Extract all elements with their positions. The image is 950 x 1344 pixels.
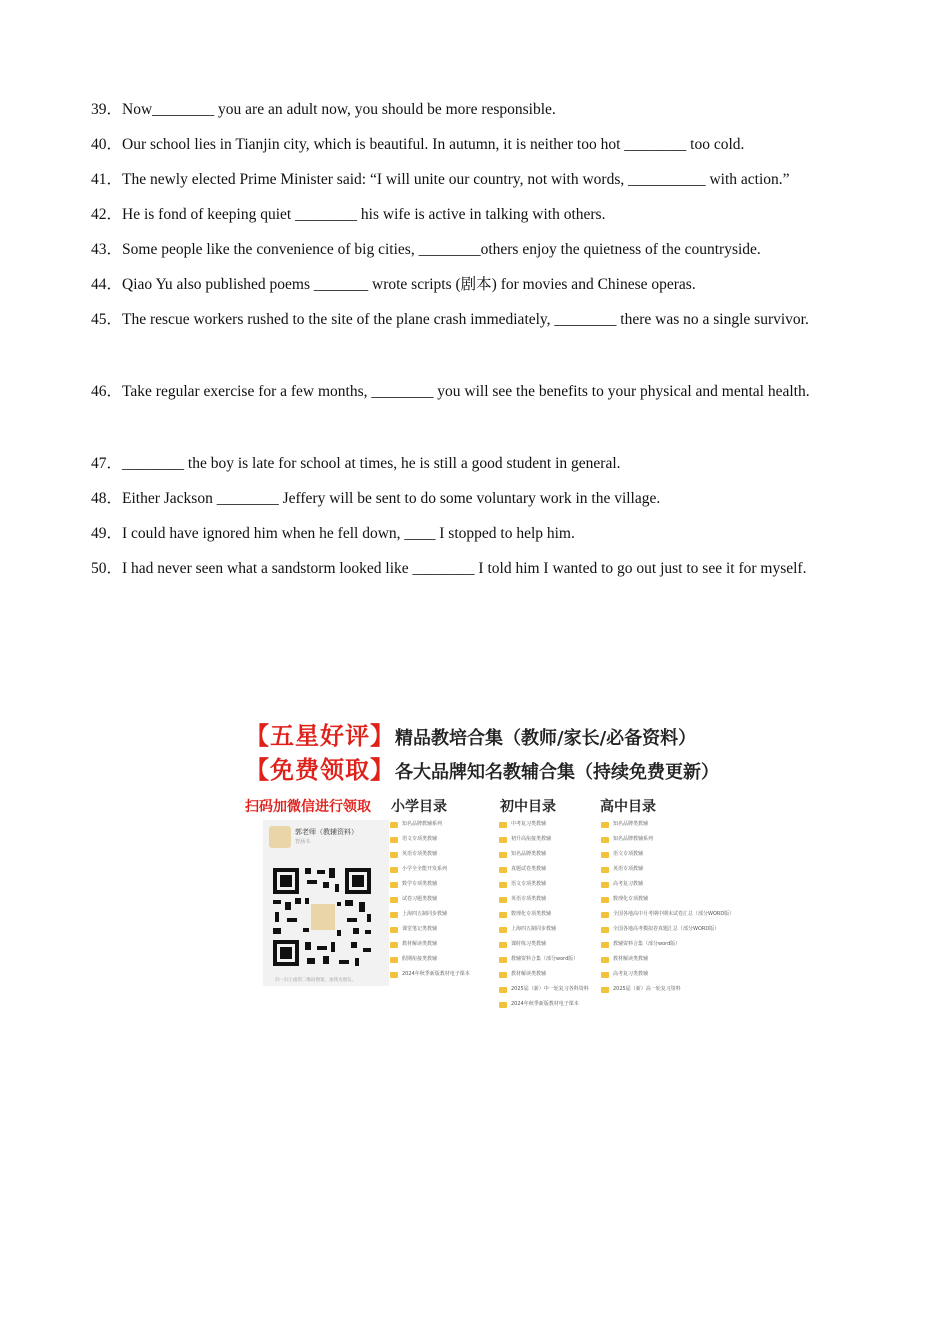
- primary-catalog-item-label: 英语专项类教辅: [402, 851, 438, 857]
- folder-icon: [390, 867, 398, 873]
- folder-icon: [499, 927, 507, 933]
- folder-icon: [390, 942, 398, 948]
- promo-banner: [245, 716, 735, 1007]
- folder-icon: [499, 912, 507, 918]
- high-catalog-item-label: 全国各地高考模拟卷真题汇总（部分WORD版）: [613, 926, 720, 932]
- high-catalog-item-label: 高考复习类教辅: [613, 971, 649, 977]
- question-number: 48．: [91, 490, 123, 507]
- avatar: [269, 826, 291, 848]
- high-catalog-item-label: 教材解读类教辅: [613, 956, 649, 962]
- wechat-contact-sub: 智涵书: [295, 839, 311, 845]
- middle-catalog-heading: 初中目录: [500, 799, 556, 815]
- primary-catalog-item-label: 小学全全能开发系列: [402, 866, 448, 872]
- folder-icon: [390, 927, 398, 933]
- promo-line-2-text: 各大品牌知名教辅合集（持续免费更新）: [395, 762, 719, 783]
- folder-icon: [601, 972, 609, 978]
- qr-code[interactable]: [267, 862, 377, 972]
- question-item: [91, 445, 851, 482]
- question-number: 45．: [91, 311, 123, 328]
- folder-icon: [390, 897, 398, 903]
- primary-catalog-item-label: 2024年秋季新版教材电子课本: [402, 971, 470, 977]
- question-text: I had never seen what a sandstorm looked like ________ I told him I wanted to go out just to see it for myself.: [122, 560, 807, 577]
- middle-catalog-item-label: 教材解读类教辅: [511, 971, 547, 977]
- question-text: I could have ignored him when he fell down, ____ I stopped to help him.: [122, 525, 575, 542]
- folder-icon: [601, 837, 609, 843]
- question-item: [91, 515, 851, 552]
- folder-icon: [601, 852, 609, 858]
- primary-catalog-item-label: 上海四五制同步教辅: [402, 911, 448, 917]
- folder-icon: [390, 852, 398, 858]
- folder-icon: [390, 957, 398, 963]
- high-catalog-heading: 高中目录: [600, 799, 656, 815]
- wechat-contact-name: 郭老师（教辅资料）: [295, 828, 358, 836]
- question-text: ________ the boy is late for school at times, he is still a good student in general.: [122, 455, 621, 472]
- folder-icon: [499, 942, 507, 948]
- high-catalog-item-label: 全国各地高中月考期中期末试卷汇总（部分WORD版）: [613, 911, 735, 917]
- primary-catalog-item-label: 数学专项类教辅: [402, 881, 438, 887]
- middle-catalog-item-label: 2024年秋季新版教材电子课本: [511, 1001, 579, 1007]
- folder-icon: [601, 987, 609, 993]
- primary-catalog-heading: 小学目录: [391, 799, 447, 815]
- high-catalog-item-label: 知名品牌教辅系列: [613, 836, 654, 842]
- folder-icon: [390, 837, 398, 843]
- high-catalog-item-label: 英语专项教辅: [613, 866, 644, 872]
- promo-line-1-text: 精品教培合集（教师/家长/必备资料）: [395, 728, 697, 749]
- folder-icon: [499, 822, 507, 828]
- folder-icon: [601, 822, 609, 828]
- question-text: Take regular exercise for a few months, ________ you will see the benefits to your physical and mental health.: [122, 383, 810, 400]
- folder-icon: [499, 1002, 507, 1008]
- folder-icon: [499, 882, 507, 888]
- question-number: 39．: [91, 101, 123, 118]
- middle-catalog-item-label: 中考复习类教辅: [511, 821, 547, 827]
- question-item: [91, 301, 851, 338]
- high-catalog-item-label: 语文专项教辅: [613, 851, 644, 857]
- folder-icon: [601, 882, 609, 888]
- question-text: The newly elected Prime Minister said: “I will unite our country, not with words, __________ with action.”: [122, 171, 790, 188]
- question-number: 47．: [91, 455, 123, 472]
- folder-icon: [499, 957, 507, 963]
- middle-catalog-item-label: 数理化专项类教辅: [511, 911, 552, 917]
- question-item: [91, 550, 851, 587]
- folder-icon: [601, 867, 609, 873]
- folder-icon: [499, 897, 507, 903]
- question-number: 42．: [91, 206, 123, 223]
- middle-catalog-item-label: 知名品牌类教辅: [511, 851, 547, 857]
- question-text: The rescue workers rushed to the site of the plane crash immediately, ________ there was no a single survivor.: [122, 311, 809, 328]
- question-item: [91, 231, 851, 268]
- folder-icon: [499, 867, 507, 873]
- question-item: [91, 161, 851, 198]
- folder-icon: [390, 882, 398, 888]
- high-catalog-item-label: 数理化专项教辅: [613, 896, 649, 902]
- folder-icon: [601, 897, 609, 903]
- folder-icon: [499, 972, 507, 978]
- middle-catalog-item-label: 上海四五制同步教辅: [511, 926, 557, 932]
- folder-icon: [499, 852, 507, 858]
- middle-catalog-item-label: 语文专项类教辅: [511, 881, 547, 887]
- question-item: [91, 266, 851, 303]
- wechat-card-footer: 扫一扫上面的二维码图案，加我为朋友。: [275, 978, 356, 983]
- folder-icon: [499, 837, 507, 843]
- middle-catalog-item-label: 教辅资料合集（部分word版）: [511, 956, 579, 962]
- high-catalog-item-label: 2025届（新）高一轮复习资料: [613, 986, 681, 992]
- folder-icon: [601, 927, 609, 933]
- question-number: 41．: [91, 171, 123, 188]
- promo-line-2: [245, 750, 719, 785]
- question-item: [91, 91, 851, 128]
- middle-catalog-item-label: 课时练习类教辅: [511, 941, 547, 947]
- folder-icon: [499, 987, 507, 993]
- promo-line-1-red: 【五星好评】: [245, 722, 395, 750]
- question-text: Qiao Yu also published poems _______ wrote scripts (剧本) for movies and Chinese operas.: [122, 276, 696, 293]
- wechat-card: [263, 820, 389, 986]
- folder-icon: [390, 912, 398, 918]
- question-item: [91, 196, 851, 233]
- question-number: 46．: [91, 383, 123, 400]
- primary-catalog-item-label: 教材解读类教辅: [402, 941, 438, 947]
- scan-wechat-text: 扫码加微信进行领取: [245, 799, 371, 815]
- question-number: 40．: [91, 136, 123, 153]
- question-number: 50．: [91, 560, 123, 577]
- high-catalog-item-label: 高考复习教辅: [613, 881, 644, 887]
- question-text: Our school lies in Tianjin city, which is beautiful. In autumn, it is neither too hot ________ too cold.: [122, 136, 745, 153]
- middle-catalog-item-label: 初升高衔接类教辅: [511, 836, 552, 842]
- question-number: 49．: [91, 525, 123, 542]
- high-catalog-item-label: 教辅资料合集（部分word版）: [613, 941, 681, 947]
- promo-line-1: [245, 716, 696, 751]
- question-number: 44．: [91, 276, 123, 293]
- high-catalog-item-label: 知名品牌类教辅: [613, 821, 649, 827]
- primary-catalog-item-label: 知名品牌教辅系列: [402, 821, 443, 827]
- folder-icon: [601, 942, 609, 948]
- folder-icon: [390, 822, 398, 828]
- question-item: [91, 373, 851, 410]
- folder-icon: [601, 912, 609, 918]
- question-item: [91, 480, 851, 517]
- question-text: Either Jackson ________ Jeffery will be sent to do some voluntary work in the village.: [122, 490, 661, 507]
- promo-line-2-red: 【免费领取】: [245, 756, 395, 784]
- question-item: [91, 126, 851, 163]
- primary-catalog-item-label: 课堂笔记类教辅: [402, 926, 438, 932]
- primary-catalog-item-label: 假期衔接类教辅: [402, 956, 438, 962]
- question-text: Some people like the convenience of big cities, ________others enjoy the quietness of the countryside.: [122, 241, 761, 258]
- folder-icon: [390, 972, 398, 978]
- question-text: Now________ you are an adult now, you should be more responsible.: [122, 101, 556, 118]
- middle-catalog-item-label: 2025届（新）中一轮复习各科资料: [511, 986, 589, 992]
- question-number: 43．: [91, 241, 123, 258]
- primary-catalog-item-label: 语文专项类教辅: [402, 836, 438, 842]
- question-text: He is fond of keeping quiet ________ his wife is active in talking with others.: [122, 206, 606, 223]
- folder-icon: [601, 957, 609, 963]
- middle-catalog-item-label: 英语专项类教辅: [511, 896, 547, 902]
- middle-catalog-item-label: 真题试卷类教辅: [511, 866, 547, 872]
- primary-catalog-item-label: 试卷习题类教辅: [402, 896, 438, 902]
